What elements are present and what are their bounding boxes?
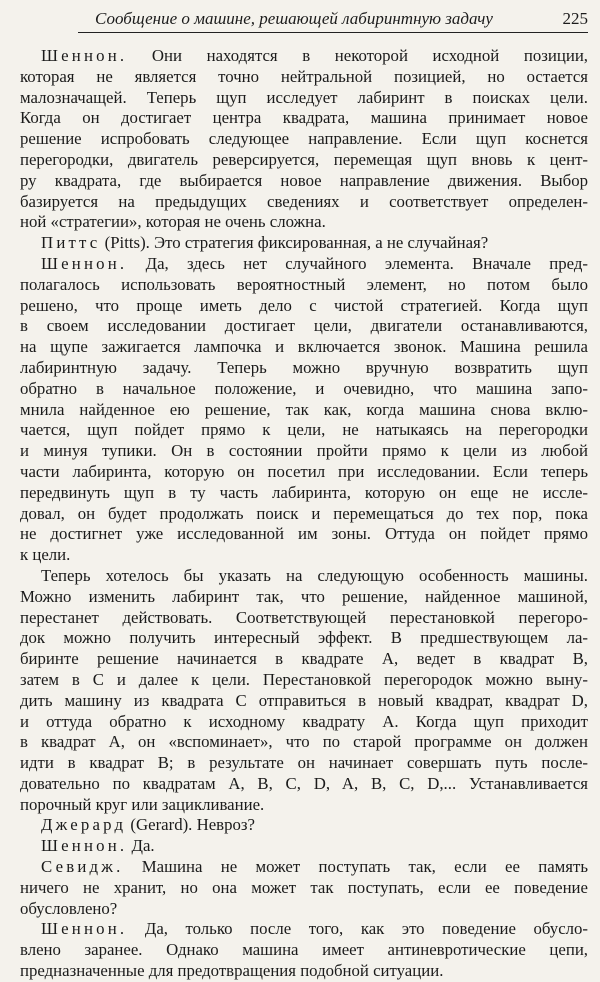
text-line [20, 212, 588, 233]
text-line [20, 192, 588, 213]
text-line [20, 483, 588, 504]
line-text: на щупе зажигается лампочка и включается звонок. Машина решила [20, 337, 588, 357]
line-text: и оттуда обратно к исходному квадрату A. Когда щуп приходит [20, 711, 588, 731]
line-text: Да, здесь нет случайного элемента. Вначале пред- [145, 253, 589, 273]
speaker-name: Шеннон. [41, 836, 128, 856]
line-text: Когда он достигает центра квадрата, машина принимает новое [20, 108, 588, 128]
line-text: не достигнет уже исследованной им зоны. Оттуда он пойдет прямо [20, 524, 588, 544]
line-text: обратно в начальное положение, и очевидно, что машина запо- [20, 378, 588, 398]
text-line [20, 566, 588, 587]
line-text: чается, щуп пойдет прямо к цели, не натыкаясь на перегородки [20, 420, 588, 440]
text-line [20, 275, 588, 296]
speaker-name: Севидж. [41, 857, 124, 877]
line-text: к цели. [20, 545, 71, 565]
line-text: дить машину из квадрата C отправиться в новый квадрат, квадрат D, [20, 690, 588, 710]
text-line [20, 524, 588, 545]
speaker-name: Шеннон. [41, 253, 128, 273]
text-line [20, 337, 588, 358]
text-line [20, 358, 588, 379]
text-line [20, 545, 588, 566]
line-text: базируется на предыдущих сведениях и соответствует определен- [20, 191, 588, 211]
line-text: идти в квадрат B; в результате он начинает совершать путь после- [20, 753, 588, 773]
text-line [20, 795, 588, 816]
line-text: малозначащей. Теперь щуп исследует лабиринт в поисках цели. [20, 87, 588, 107]
line-text: передвинуть щуп в ту часть лабиринта, которую он еще не иссле- [20, 482, 588, 502]
paragraph [20, 815, 588, 836]
text-line [20, 628, 588, 649]
line-text: затем в C и далее к цели. Перестановкой перегородок можно выну- [20, 669, 588, 689]
line-text: ру квадрата, где выбирается новое направление движения. Выбор [20, 170, 588, 190]
line-text: решено, что проще иметь дело с чистой стратегией. Когда щуп [20, 295, 588, 315]
line-text: (Pitts). Это стратегия фиксированная, а не случайная? [104, 233, 489, 253]
text-line [20, 836, 588, 857]
paragraph [20, 254, 588, 566]
page-number: 225 [562, 9, 588, 28]
line-text: предназначенные для предотвращения подобной ситуации. [20, 961, 444, 981]
speaker-name: Джерард [41, 815, 127, 835]
speaker-name: Питтс [41, 233, 101, 253]
paragraph [20, 46, 588, 233]
body-text [20, 46, 588, 982]
text-line [20, 608, 588, 629]
text-line [20, 88, 588, 109]
line-text: довал, он будет продолжать поиск и перемещаться до тех пор, пока [20, 503, 588, 523]
text-line [20, 67, 588, 88]
line-text: в своем исследовании достигает цели, двигатели останавливаются, [20, 316, 588, 336]
text-line [20, 753, 588, 774]
line-text: довательно по квадратам A, B, C, D, A, B, C, D,... Устанавливается [20, 773, 588, 793]
text-line [20, 379, 588, 400]
line-text: перегородки, двигатель реверсируется, перемещая щуп вновь к цент- [20, 149, 588, 169]
text-line [20, 400, 588, 421]
text-line [20, 774, 588, 795]
text-line [20, 899, 588, 920]
line-text: ной «стратегии», которая не очень сложна. [20, 212, 326, 232]
line-text: полагалось использовать вероятностный элемент, но потом было [20, 274, 588, 294]
text-line [20, 878, 588, 899]
line-text: и минуя тупики. Он в состоянии пройти прямо к цели из любой [20, 441, 588, 461]
line-text: порочный круг или зацикливание. [20, 794, 265, 814]
text-line [20, 940, 588, 961]
paragraph [20, 919, 588, 981]
speaker-name: Шеннон. [41, 919, 128, 939]
text-line [20, 732, 588, 753]
text-line [20, 649, 588, 670]
text-line [20, 462, 588, 483]
line-text: Теперь хотелось бы указать на следующую особенность машины. [41, 565, 588, 585]
paragraph [20, 566, 588, 816]
paragraph [20, 836, 588, 857]
text-line [20, 670, 588, 691]
line-text: которая не является точно нейтральной позицией, но остается [20, 66, 588, 86]
text-line [20, 46, 588, 67]
text-line [20, 254, 588, 275]
text-line [20, 587, 588, 608]
text-line [20, 961, 588, 982]
text-line [20, 316, 588, 337]
text-line [20, 296, 588, 317]
text-line [20, 815, 588, 836]
line-text: части лабиринта, которую он посетил при исследовании. Если теперь [20, 461, 588, 481]
page-header [78, 8, 588, 33]
text-line [20, 171, 588, 192]
text-line [20, 420, 588, 441]
text-line [20, 919, 588, 940]
line-text: Да. [131, 836, 155, 856]
text-line [20, 108, 588, 129]
running-title: Сообщение о машине, решающей лабиринтную задачу [95, 9, 493, 28]
line-text: мнила найденное ею решение, так как, когда машина снова вклю- [20, 399, 588, 419]
line-text: перестанет действовать. Соответствующей перестановкой перегоро- [20, 607, 588, 627]
line-text: влено заранее. Однако машина имеет антиневротические цепи, [20, 940, 588, 960]
line-text: биринте решение начинается в квадрате A, ведет в квадрат B, [20, 649, 588, 669]
text-line [20, 712, 588, 733]
line-text: Можно изменить лабиринт так, что решение, найденное машиной, [20, 586, 588, 606]
line-text: решение испробовать следующее направление. Если щуп коснется [20, 129, 588, 149]
line-text: док можно получить интересный эффект. В предшествующем ла- [20, 628, 588, 648]
line-text: обусловлено? [20, 898, 118, 918]
text-line [20, 233, 588, 254]
line-text: в квадрат A, он «вспоминает», что по старой программе он должен [20, 732, 588, 752]
line-text: (Gerard). Невроз? [130, 815, 255, 835]
line-text: Они находятся в некоторой исходной позиции, [151, 46, 588, 65]
paragraph [20, 233, 588, 254]
speaker-name: Шеннон. [41, 46, 128, 65]
line-text: Да, только после того, как это поведение обусло- [144, 919, 588, 939]
text-line [20, 129, 588, 150]
text-line [20, 504, 588, 525]
text-line [20, 441, 588, 462]
text-line [20, 857, 588, 878]
line-text: Машина не может поступать так, если ее память [141, 857, 588, 877]
text-line [20, 691, 588, 712]
paragraph [20, 857, 588, 919]
text-line [20, 150, 588, 171]
line-text: лабиринтную задачу. Теперь можно вручную возвратить щуп [20, 357, 588, 377]
line-text: ничего не хранит, но она может так поступать, если ее поведение [20, 877, 588, 897]
